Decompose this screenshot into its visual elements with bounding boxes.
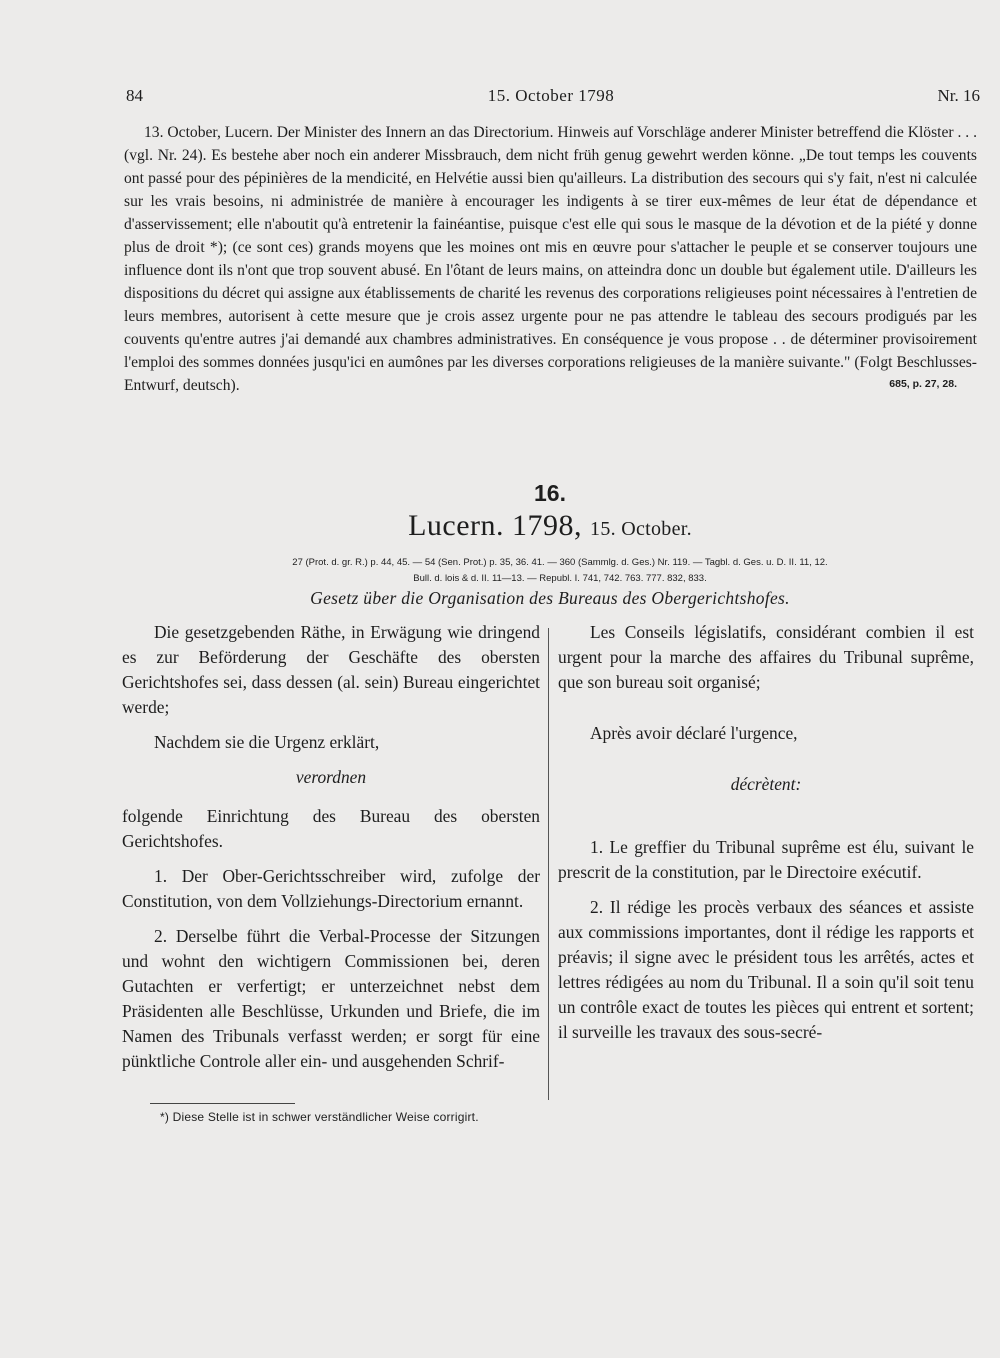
german-urgency: Nachdem sie die Urgenz erklärt, [154, 732, 380, 752]
german-article-1: 1. Der Ober-Gerichtsschreiber wird, zufolge der Constitution, von dem Vollziehungs-Directorium ernannt. [122, 866, 540, 911]
german-enacting-verb: verordnen [295, 767, 367, 787]
running-head [122, 86, 980, 110]
document-date: 15. October. [590, 518, 692, 540]
intro-paragraph: 13. October, Lucern. Der Minister des Innern an das Directorium. Hinweis auf Vorschläge anderer Minister betreffend die Klöster . . . (vgl. Nr. 24). Es bestehe aber noch ein anderer Missbrauch, dem nicht früh genug gewehrt werden könne. „De tout temps les couvents ont passé pour des pépinières de la mendicité, en Helvétie aussi bien qu'ailleurs. La distribution des secours qui s'y fait, n'est ni calculée sur les vrais besoins, ni administrée de manière à encourager les indigents à se tirer eux-mêmes de leur état de dépendance et d'asservissement; elle n'aboutit qu'à entretenir la fainéantise, puisque c'est elle qui sous le masque de la dévotion et de la piété y donne plus de droit *); (ce sont ces) grands moyens que les moines ont mis en œuvre pour s'attacher le peuple et se conserver toujours une influence dont ils n'ont que trop souvent abusé. En l'ôtant de leurs mains, on atteindra donc un double but également utile. D'ailleurs les dispositions du décret qui assigne aux établissements de charité les revenus des corporations religieuses point nécessaires à l'entretien de leurs membres, autorisent à cette mesure que je crois assez urgente pour ne pas attendre le tableau des secours prodigués par les couvents qu'entre autres j'ai demandé aux chambres administratives. En conséquence je vous propose . . de déterminer provisoirement l'emploi des sommes données jusqu'ici en aumônes par les diverses corporations religieuses de la manière suivante." (Folgt Beschlusses-Entwurf, deutsch). [124, 124, 977, 394]
header-date: 15. October 1798 [487, 86, 615, 105]
sources-line-2: Bull. d. lois & d. II. 11—13. — Republ. I. 741, 742. 763. 777. 832, 833. [413, 573, 707, 584]
sources-line-1: 27 (Prot. d. gr. R.) p. 44, 45. — 54 (Sen. Prot.) p. 35, 36. 41. — 360 (Sammlg. d. Ges.) Nr. 119. — Tagbl. d. Ges. u. D. II. 11, 12. [292, 557, 828, 568]
document-heading [0, 509, 1000, 543]
french-article-2: 2. Il rédige les procès verbaux des séances et assiste aux commissions importantes, dont il rédige les rapports et préavis; il signe avec le président tous les arrêtés, actes et lettres rédigées au nom du Tribunal. Il a soin qu'il soit tenu un contrôle exact de toutes les pièces qui entrent et sortent; il surveille les travaux des sous-secré- [558, 897, 974, 1042]
page-number: 84 [126, 86, 143, 105]
german-column [122, 620, 540, 1084]
french-enacting-verb: décrètent: [730, 774, 802, 794]
place-year: Lucern. 1798, [408, 509, 583, 542]
source-references [160, 555, 960, 587]
introductory-summary [124, 121, 977, 397]
french-urgency: Après avoir déclaré l'urgence, [590, 723, 798, 743]
column-divider [548, 628, 549, 1100]
law-title: Gesetz über die Organisation des Bureaus des Obergerichtshofes. [310, 588, 790, 608]
header-document-number: Nr. 16 [937, 86, 980, 105]
german-article-2: 2. Derselbe führt die Verbal-Processe der Sitzungen und wohnt den wichtigern Commissionen bei, deren Gutachten er verfertigt; er unterzeichnet nebst dem Präsidenten alle Beschlüsse, Urkunden und Briefe, die im Namen des Tribunals verfasst werden; er sorgt für eine pünktliche Controle aller ein- und ausgehenden Schrif- [122, 926, 540, 1071]
german-intro-clause: folgende Einrichtung des Bureau des obersten Gerichtshofes. [122, 806, 540, 851]
footnote: *) Diese Stelle ist in schwer verständlicher Weise corrigirt. [160, 1110, 479, 1124]
document-number: 16. [534, 480, 566, 506]
archive-reference: 685, p. 27, 28. [889, 378, 957, 390]
french-article-1: 1. Le greffier du Tribunal suprême est élu, suivant le prescrit de la constitution, par le Directoire exécutif. [558, 837, 974, 882]
french-column [558, 620, 974, 1055]
french-preamble: Les Conseils législatifs, considérant combien il est urgent pour la marche des affaires du Tribunal suprême, que son bureau soit organisé; [558, 622, 974, 692]
german-preamble: Die gesetzgebenden Räthe, in Erwägung wie dringend es zur Beförderung der Geschäfte des obersten Gerichtshofes sei, dass dessen (al. sein) Bureau eingerichtet werde; [122, 622, 540, 717]
footnote-rule [150, 1103, 295, 1104]
